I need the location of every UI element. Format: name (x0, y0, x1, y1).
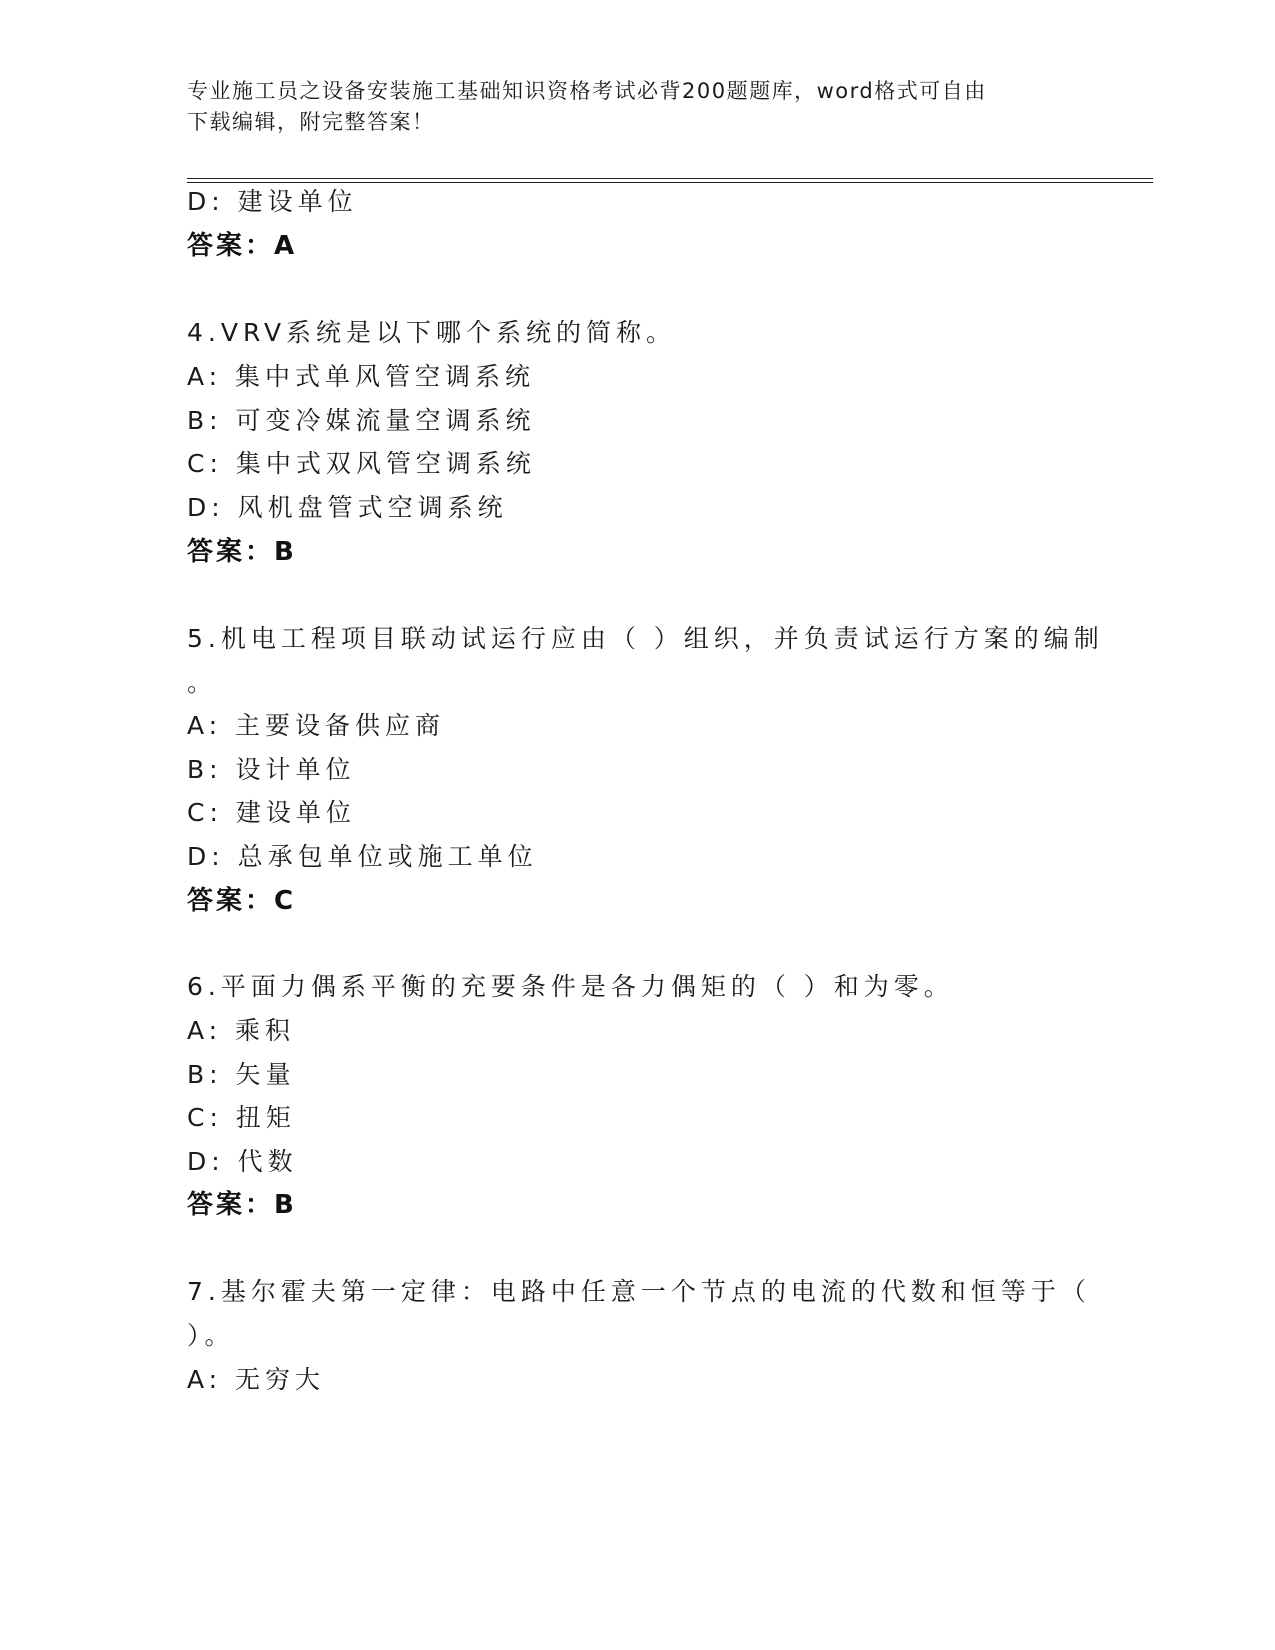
question-5-answer: 答案：C (187, 886, 297, 916)
question-6-stem: 6.平面力偶系平衡的充要条件是各力偶矩的（ ）和为零。 (187, 972, 954, 1001)
question-4-stem: 4.VRV系统是以下哪个系统的简称。 (187, 318, 677, 347)
question-7-option-a: A: 无穷大 (187, 1365, 326, 1394)
question-4-option-c: C: 集中式双风管空调系统 (187, 449, 536, 478)
question-6-option-b: B: 矢量 (187, 1060, 296, 1089)
question-7-stem: 7.基尔霍夫第一定律：电路中任意一个节点的电流的代数和恒等于（ (187, 1277, 1091, 1306)
question-5-option-b: B: 设计单位 (187, 755, 356, 784)
header-line-1: 专业施工员之设备安装施工基础知识资格考试必背200题题库，word格式可自由 (187, 79, 987, 103)
prev-option-d: D: 建设单位 (187, 187, 358, 216)
question-7-stem-cont: ）。 (187, 1321, 235, 1350)
question-6-option-c: C: 扭矩 (187, 1103, 296, 1132)
document-header (187, 76, 1067, 138)
question-6-answer: 答案：B (187, 1190, 297, 1220)
question-4-option-b: B: 可变冷媒流量空调系统 (187, 406, 536, 435)
prev-answer: 答案：A (187, 231, 298, 261)
question-4-option-d: D: 风机盘管式空调系统 (187, 493, 508, 522)
header-line-2: 下载编辑，附完整答案！ (187, 110, 435, 134)
question-5-option-d: D: 总承包单位或施工单位 (187, 842, 538, 871)
question-4-answer: 答案：B (187, 537, 297, 567)
question-5-stem: 5.机电工程项目联动试运行应由（ ）组织，并负责试运行方案的编制 (187, 624, 1104, 653)
question-4-option-a: A: 集中式单风管空调系统 (187, 362, 536, 391)
question-6-option-d: D: 代数 (187, 1147, 298, 1176)
question-5-stem-cont: 。 (187, 668, 218, 697)
question-5-option-c: C: 建设单位 (187, 798, 356, 827)
header-divider (187, 178, 1153, 183)
question-5-option-a: A: 主要设备供应商 (187, 711, 446, 740)
question-6-option-a: A: 乘积 (187, 1016, 296, 1045)
